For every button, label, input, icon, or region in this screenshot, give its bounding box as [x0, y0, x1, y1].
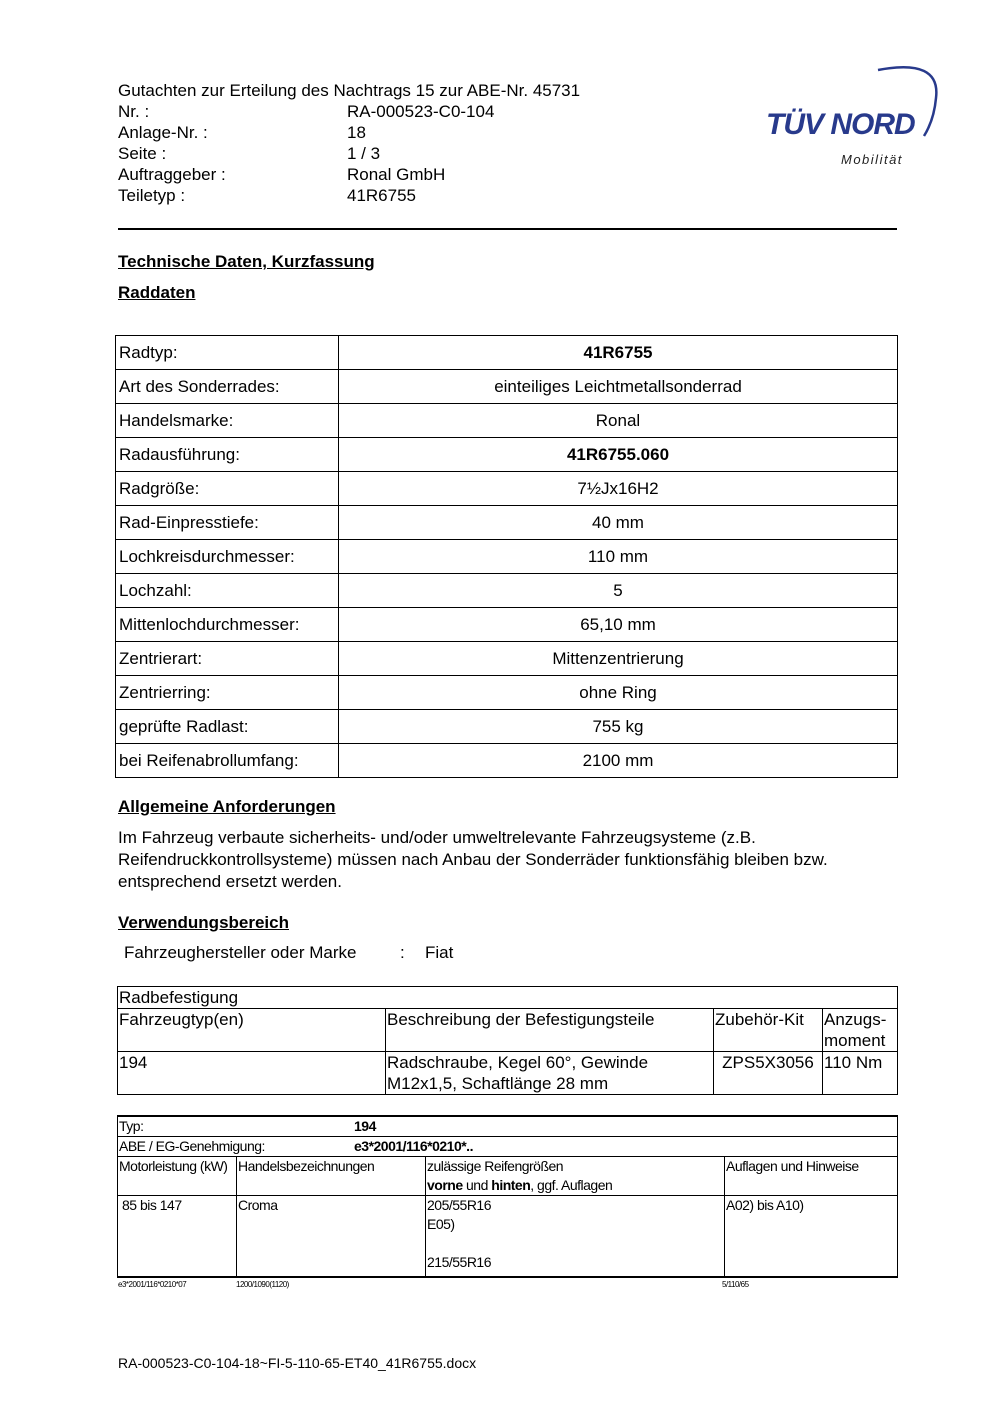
table-row: Fahrzeugtyp(en) Beschreibung der Befestigungsteile Zubehör-Kit Anzugs-moment [118, 1009, 898, 1052]
footer-filename: RA-000523-C0-104-18~FI-5-110-65-ET40_41R6755.docx [118, 1355, 477, 1371]
heading-allgemein: Allgemeine Anforderungen [118, 797, 336, 816]
document-title: Gutachten zur Erteilung des Nachtrags 15 zur ABE-Nr. 45731 [118, 81, 581, 100]
typ-table [117, 1115, 898, 1278]
heading-raddaten: Raddaten [118, 283, 196, 302]
table-row: bei Reifenabrollumfang: 2100 mm [116, 744, 898, 778]
table-row: 85 bis 147 Croma 205/55R16 E05) 215/55R16 A02) bis A10) [118, 1196, 898, 1278]
table-row: Lochkreisdurchmesser: 110 mm [116, 540, 898, 574]
allgemein-paragraph: Im Fahrzeug verbaute sicherheits- und/oder umweltrelevante Fahrzeugsysteme (z.B. Reifendruckkontrollsysteme) müssen nach Anbau der Sonderräder funktionsfähig bleiben bzw. entsprechend ersetzt werden. [118, 828, 828, 891]
table-row: ABE / EG-Genehmigung: e3*2001/116*0210*.. [118, 1137, 898, 1157]
document-header [118, 80, 580, 206]
verwendung-label: Fahrzeughersteller oder Marke [124, 943, 357, 962]
table-row: Radtyp: 41R6755 [116, 336, 898, 370]
table-row: Lochzahl: 5 [116, 574, 898, 608]
table-row: 194 Radschraube, Kegel 60°, Gewinde M12x1,5, Schaftlänge 28 mm ZPS5X3056 110 Nm [118, 1052, 898, 1095]
tiny-note-masse: 1200/1090(1120) [236, 1280, 289, 1289]
header-row-anlage: Anlage-Nr. : 18 [118, 123, 366, 142]
heading-tech: Technische Daten, Kurzfassung [118, 252, 375, 271]
table-row: Rad-Einpresstiefe: 40 mm [116, 506, 898, 540]
table-row: Mittenlochdurchmesser: 65,10 mm [116, 608, 898, 642]
tiny-note-abe: e3*2001/116*0210*07 [118, 1280, 187, 1289]
befestigung-table [117, 986, 898, 1095]
header-row-seite: Seite : 1 / 3 [118, 144, 381, 163]
table-row: Art des Sonderrades: einteiliges Leichtmetallsonderrad [116, 370, 898, 404]
header-row-teiletyp: Teiletyp : 41R6755 [118, 186, 417, 205]
tuev-nord-logo [766, 58, 941, 173]
verwendung-sep: : [400, 943, 405, 962]
verwendung-value: Fiat [425, 943, 454, 962]
table-row: Radausführung: 41R6755.060 [116, 438, 898, 472]
befestigung-title: Radbefestigung [118, 987, 898, 1009]
table-row [118, 987, 898, 1009]
table-row: Radgröße: 7½Jx16H2 [116, 472, 898, 506]
logo-wordmark: TÜV NORD [766, 108, 915, 141]
verwendung-line [124, 943, 453, 963]
tiny-note-lochbild: 5/110/65 [722, 1280, 749, 1289]
raddaten-table [115, 335, 898, 778]
table-row: Typ: 194 [118, 1116, 898, 1137]
header-row-nr: Nr. : RA-000523-C0-104 [118, 102, 495, 121]
table-row: Handelsmarke: Ronal [116, 404, 898, 438]
table-row: Motorleistung (kW) Handelsbezeichnungen zulässige Reifengrößen vorne und hinten, ggf. Auflagen Auflagen und Hinweise [118, 1157, 898, 1196]
header-divider [118, 228, 897, 230]
table-row: Zentrierart: Mittenzentrierung [116, 642, 898, 676]
heading-verwendung: Verwendungsbereich [118, 913, 289, 932]
logo-subtitle: Mobilität [841, 152, 903, 167]
table-row: Zentrierring: ohne Ring [116, 676, 898, 710]
table-row: geprüfte Radlast: 755 kg [116, 710, 898, 744]
header-row-auftraggeber: Auftraggeber : Ronal GmbH [118, 165, 446, 184]
